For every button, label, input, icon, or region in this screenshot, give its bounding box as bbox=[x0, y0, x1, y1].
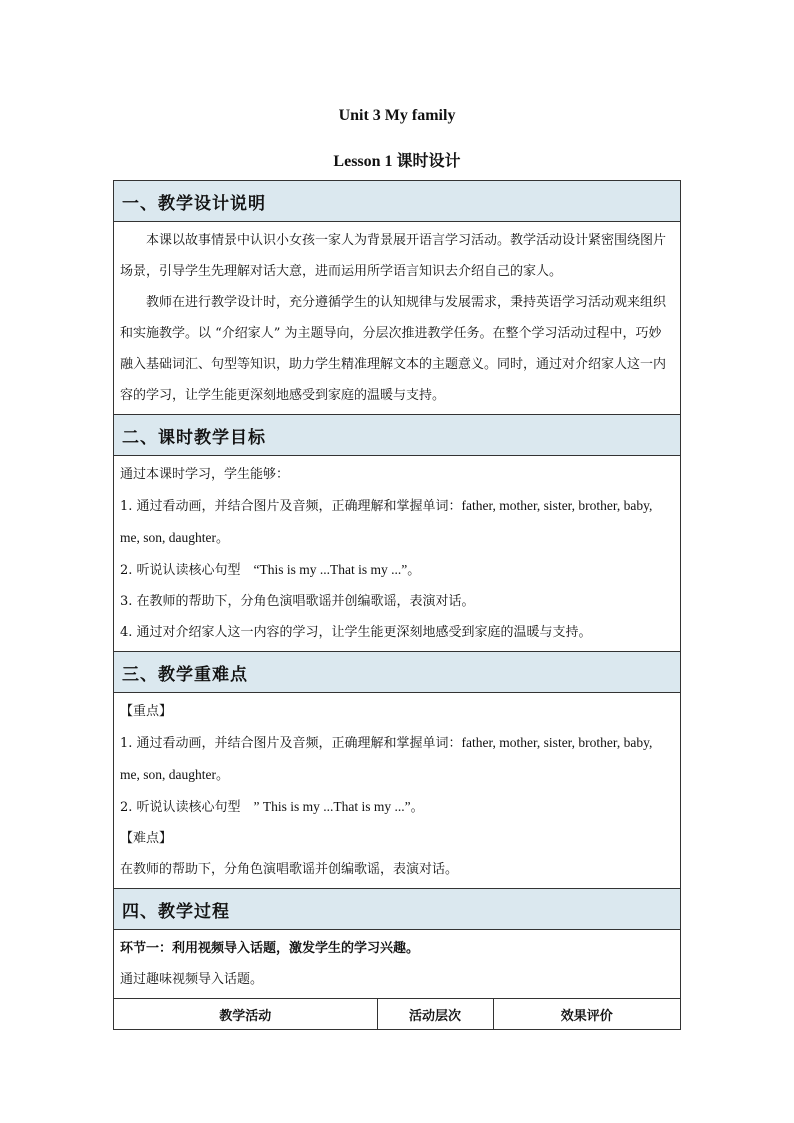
design-paragraph-2: 教师在进行教学设计时，充分遵循学生的认知规律与发展需求，秉持英语学习活动观来组织和实施教学。以 “介绍家人” 为主题导向，分层次推进教学任务。在整个学习活动过程中，巧妙融入基础词汇、句型等知识，助力学生精准理解文本的主题意义。同时，通过对介绍家人这一内容的学习，让学生能更深刻地感受到家庭的温暖与支持。 bbox=[120, 295, 667, 403]
difficult-point-1: 在教师的帮助下，分角色演唱歌谣并创编歌谣，表演对话。 bbox=[120, 862, 459, 877]
process-step-1-desc: 通过趣味视频导入话题。 bbox=[120, 972, 264, 987]
activity-table-header bbox=[114, 999, 680, 1029]
section-body-design bbox=[114, 222, 681, 415]
process-step-1: 环节一：利用视频导入话题，激发学生的学习兴趣。 bbox=[120, 941, 420, 956]
document-title: Unit 3 My family bbox=[338, 107, 456, 124]
section-heading-objectives: 二、课时教学目标 bbox=[114, 415, 681, 456]
key-point-1-text: 1. 通过看动画，并结合图片及音频，正确理解和掌握单词： bbox=[120, 736, 462, 751]
key-point-2-end: 。 bbox=[410, 800, 424, 815]
key-point-2 bbox=[120, 791, 674, 823]
objective-3: 3. 在教师的帮助下，分角色演唱歌谣并创编歌谣，表演对话。 bbox=[120, 594, 475, 609]
key-point-1 bbox=[120, 727, 674, 791]
objective-2 bbox=[120, 554, 674, 586]
section-body-objectives bbox=[114, 456, 681, 652]
key-points-label: 【重点】 bbox=[120, 704, 173, 719]
activity-table-header-cell bbox=[114, 999, 681, 1030]
lesson-plan-table bbox=[113, 180, 681, 1030]
design-paragraph-1: 本课以故事情景中认识小女孩一家人为背景展开语言学习活动。教学活动设计紧密围绕图片场景，引导学生先理解对话大意，进而运用所学语言知识去介绍自己的家人。 bbox=[120, 233, 667, 279]
key-point-2-text: 2. 听说认读核心句型 bbox=[120, 800, 254, 815]
objective-4: 4. 通过对介绍家人这一内容的学习，让学生能更深刻地感受到家庭的温暖与支持。 bbox=[120, 625, 592, 640]
objective-2-sentence: “This is my ...That is my ...” bbox=[253, 562, 408, 577]
section-heading-key-points: 三、教学重难点 bbox=[114, 652, 681, 693]
lesson-subtitle: Lesson 1 课时设计 bbox=[333, 153, 461, 170]
objective-1 bbox=[120, 490, 674, 554]
difficult-points-label: 【难点】 bbox=[120, 831, 173, 846]
objective-1-words: father, mother, sister, brother, baby, me, son, daughter bbox=[120, 498, 653, 545]
key-point-1-words: father, mother, sister, brother, baby, me, son, daughter bbox=[120, 735, 653, 782]
key-point-1-end: 。 bbox=[215, 768, 229, 783]
section-body-process bbox=[114, 930, 681, 999]
key-point-2-sentence: ” This is my ...That is my ...” bbox=[253, 799, 411, 814]
section-heading-design: 一、教学设计说明 bbox=[114, 181, 681, 222]
column-header-evaluation: 效果评价 bbox=[493, 999, 680, 1029]
section-body-key-points bbox=[114, 693, 681, 889]
column-header-activity: 教学活动 bbox=[219, 1008, 272, 1024]
objective-1-end: 。 bbox=[215, 531, 229, 546]
objectives-intro: 通过本课时学习，学生能够： bbox=[120, 467, 290, 482]
section-heading-process: 四、教学过程 bbox=[114, 889, 681, 930]
objective-2-text: 2. 听说认读核心句型 bbox=[120, 563, 254, 578]
column-header-level: 活动层次 bbox=[377, 999, 493, 1029]
objective-2-end: 。 bbox=[407, 563, 421, 578]
objective-1-text: 1. 通过看动画，并结合图片及音频，正确理解和掌握单词： bbox=[120, 499, 462, 514]
